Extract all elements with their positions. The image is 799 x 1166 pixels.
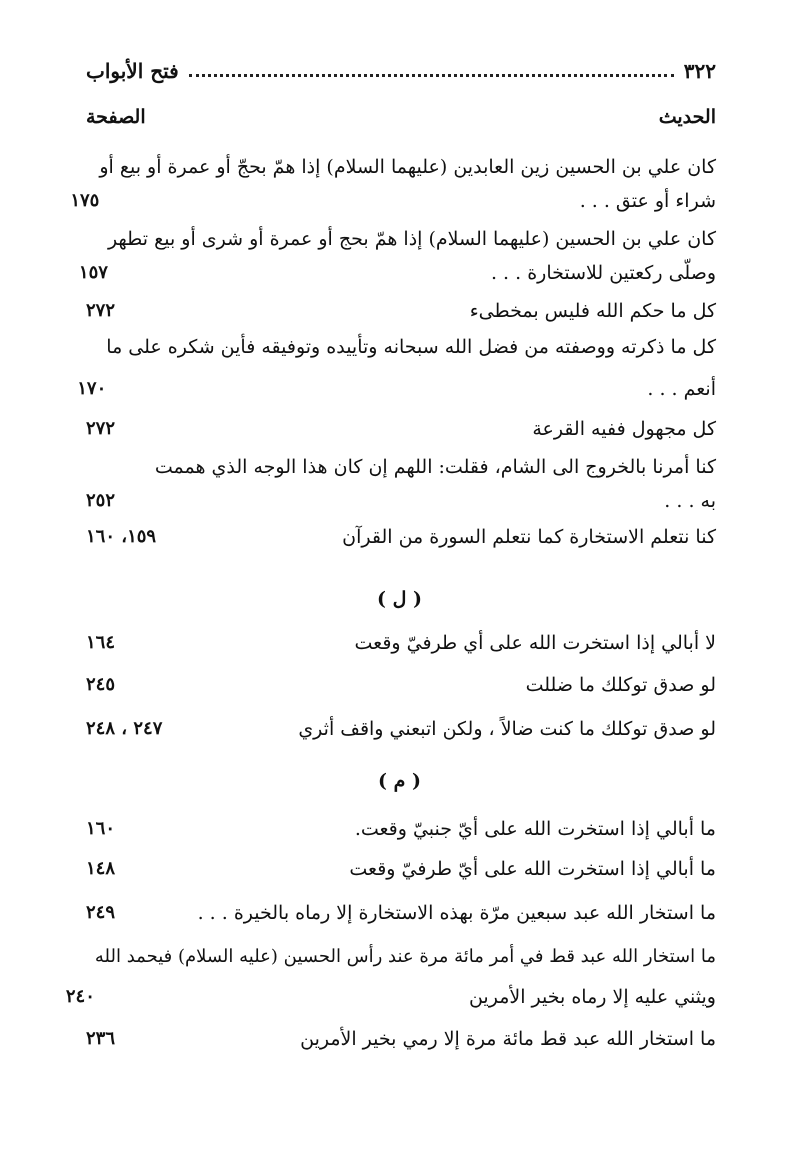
entry-text: كان علي بن الحسين (عليهما السلام) إذا همّ بحج أو عمرة أو شرى أو بيع تطهر وصلّى ركعتين للاستخارة . . . <box>107 228 716 284</box>
index-entry <box>86 896 716 930</box>
index-entry <box>65 940 716 1014</box>
entry-text: ما أبالي إذا استخرت الله على أيّ جنبيّ وقعت. <box>354 818 716 840</box>
column-header-page: الصفحة <box>86 106 146 128</box>
entry-page: ١٦٠ <box>86 818 116 839</box>
index-entry <box>86 812 716 846</box>
entry-page: ١٥٧ <box>78 262 108 283</box>
entry-page: ٢٣٦ <box>86 1028 116 1049</box>
entry-page: ١٦٤ <box>86 632 116 653</box>
dotted-leader <box>189 74 674 77</box>
index-entry <box>86 668 716 702</box>
column-header-hadith: الحديث <box>658 106 716 128</box>
index-entry <box>86 712 716 746</box>
running-header <box>86 56 716 86</box>
entry-page: ١٧٠ <box>77 378 107 399</box>
entry-text: كل ما ذكرته ووصفته من فضل الله سبحانه وتأييده وتوفيقه فأين شكره على ما أنعم . . . <box>106 336 716 400</box>
entry-text: كنا أمرنا بالخروج الى الشام، فقلت: اللهم إن كان هذا الوجه الذي هممت به . . . <box>154 456 716 512</box>
index-entry <box>86 412 716 446</box>
entry-page: ٢٧٢ <box>86 300 116 321</box>
entry-page: ١٤٨ <box>86 858 116 879</box>
entry-text: لو صدق توكلك ما ضللت <box>525 674 716 696</box>
entry-page: ٢٤٩ <box>86 902 116 923</box>
entry-page: ١٧٥ <box>70 190 100 211</box>
entry-page: ١٥٩، ١٦٠ <box>86 526 157 547</box>
entry-text: ما استخار الله عبد قط في أمر مائة مرة عند رأس الحسين (عليه السلام) فيحمد الله ويثني عليه إلا رماه بخير الأمرين <box>94 946 716 1008</box>
index-entry <box>86 520 716 554</box>
entry-page: ٢٤٠ <box>65 986 95 1007</box>
entry-text: كل ما حكم الله فليس بمخطىء <box>469 300 716 322</box>
column-headers <box>86 106 716 134</box>
entry-page: ٢٤٥ <box>86 674 116 695</box>
entry-text: كل مجهول ففيه القرعة <box>532 418 716 440</box>
index-entry <box>86 450 716 518</box>
index-entry <box>77 330 716 406</box>
index-entry <box>78 222 716 290</box>
entry-page: ٢٥٢ <box>86 490 116 511</box>
running-section-title: فتح الأبواب <box>86 59 179 83</box>
entry-text: كنا نتعلم الاستخارة كما نتعلم السورة من القرآن <box>342 526 716 548</box>
entry-text: لو صدق توكلك ما كنت ضالاً ، ولكن اتبعني واقف أثري <box>298 718 716 740</box>
entry-text: ما أبالي إذا استخرت الله على أيّ طرفيّ وقعت <box>349 858 716 880</box>
entry-page: ٢٤٧ ، ٢٤٨ <box>86 718 163 739</box>
index-entry <box>86 626 716 660</box>
index-entry <box>86 852 716 886</box>
entry-text: ما استخار الله عبد قط مائة مرة إلا رمي بخير الأمرين <box>300 1028 716 1050</box>
entry-text: ما استخار الله عبد سبعين مرّة بهذه الاستخارة إلا رماه بالخيرة . . . <box>197 902 716 924</box>
entry-page: ٢٧٢ <box>86 418 116 439</box>
index-entry <box>70 150 716 218</box>
section-heading-mim: ( م ) <box>378 770 421 792</box>
entry-text: كان علي بن الحسين زين العابدين (عليهما السلام) إذا همّ بحجّ أو عمرة أو بيع أو شراء أو عتق . . . <box>99 156 716 212</box>
index-entry <box>86 294 716 328</box>
index-entry <box>86 1022 716 1056</box>
page-number: ٣٢٢ <box>683 59 716 83</box>
entry-text: لا أبالي إذا استخرت الله على أي طرفيّ وقعت <box>354 632 716 654</box>
section-heading-lam: ( ل ) <box>376 588 422 610</box>
